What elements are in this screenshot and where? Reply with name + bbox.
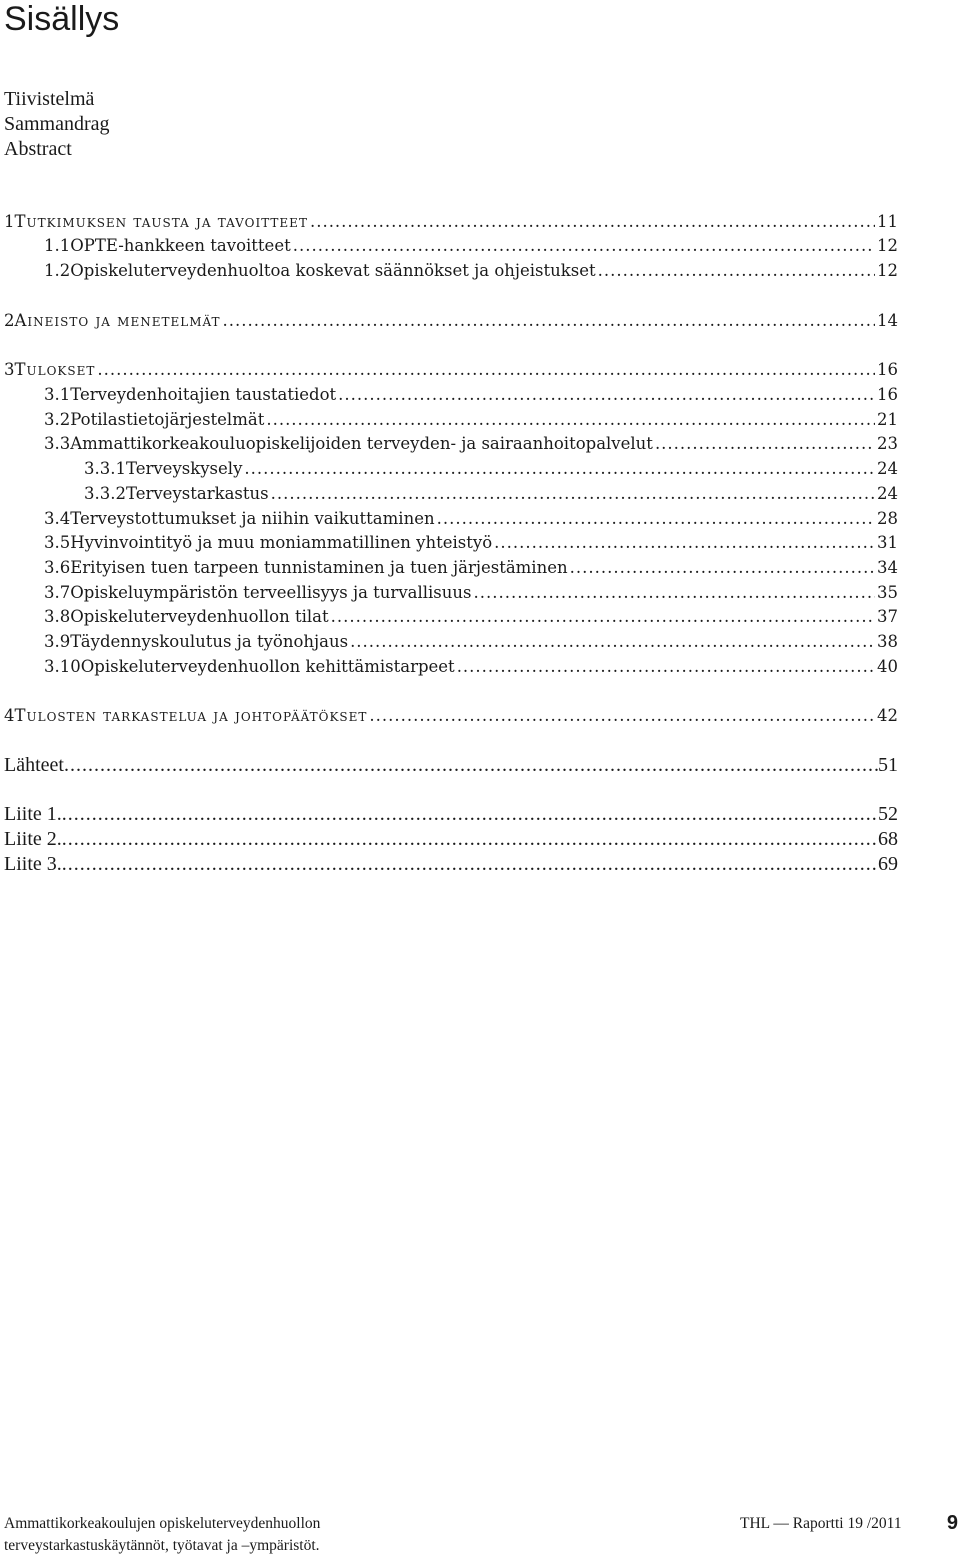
- toc-entry[interactable]: [44, 655, 898, 679]
- toc-entry-number: 3.3.1: [84, 459, 126, 478]
- dot-leader: [97, 358, 875, 382]
- toc-entry-label: Opiskeluterveydenhuollon kehittämistarpeet: [80, 657, 455, 676]
- toc-entry-label: Liite 1.: [4, 803, 62, 825]
- dot-leader: [223, 309, 875, 333]
- dot-leader: [494, 531, 875, 555]
- toc-entry-label: OPTE-hankkeen tavoitteet: [70, 236, 291, 255]
- front-matter-item[interactable]: Tiivistelmä: [4, 88, 95, 110]
- footer-line: terveystarkastuskäytännöt, työtavat ja –ympäristöt.: [4, 1537, 320, 1554]
- toc-entry-page: 35: [877, 583, 898, 602]
- dot-leader: [62, 802, 878, 826]
- toc-entry[interactable]: [4, 309, 898, 333]
- toc-entry-number: 3.3: [44, 434, 71, 453]
- dot-leader: [457, 655, 875, 679]
- toc-entry[interactable]: [44, 556, 898, 580]
- dot-leader: [62, 852, 878, 876]
- toc-entry[interactable]: [44, 630, 898, 654]
- toc-entry-appendix[interactable]: [4, 852, 898, 876]
- toc-entry-page: 31: [877, 533, 898, 552]
- dot-leader: [474, 581, 876, 605]
- dot-leader: [598, 259, 875, 283]
- dot-leader: [271, 482, 875, 506]
- toc-entry-label: Aineisto ja menetelmät: [14, 311, 221, 330]
- toc-entry-page: 42: [877, 706, 898, 725]
- toc-entry-references[interactable]: [4, 753, 898, 777]
- dot-leader: [338, 383, 875, 407]
- dot-leader: [331, 605, 875, 629]
- dot-leader: [369, 704, 875, 728]
- toc-entry-number: 2: [4, 311, 15, 330]
- toc-entry-page: 24: [877, 459, 898, 478]
- toc-entry-page: 28: [877, 509, 898, 528]
- toc-entry-page: 38: [877, 632, 898, 651]
- toc-entry-number: 3.2: [44, 410, 71, 429]
- toc-entry-label: Terveyskysely: [125, 459, 243, 478]
- toc-entry-page: 11: [877, 212, 898, 231]
- toc-entry[interactable]: [44, 234, 898, 258]
- toc-entry-label: Täydennyskoulutus ja työnohjaus: [70, 632, 349, 651]
- toc-entry[interactable]: [44, 581, 898, 605]
- toc-entry-number: 3: [4, 360, 15, 379]
- toc-entry-number: 3.7: [44, 583, 71, 602]
- toc-entry[interactable]: [4, 704, 898, 728]
- toc-entry-label: Liite 2.: [4, 828, 62, 850]
- toc-entry-number: 4: [4, 706, 15, 725]
- toc-entry-number: 3.9: [44, 632, 71, 651]
- toc-entry-page: 16: [877, 385, 898, 404]
- toc-entry-page: 14: [877, 311, 898, 330]
- toc-entry-page: 24: [877, 484, 898, 503]
- page-title: Sisällys: [4, 0, 120, 38]
- toc-entry-number: 3.8: [44, 607, 71, 626]
- toc-entry-label: Lähteet: [4, 754, 64, 776]
- toc-entry[interactable]: [4, 210, 898, 234]
- dot-leader: [310, 210, 875, 234]
- toc-entry[interactable]: [44, 507, 898, 531]
- toc-entry-label: Ammattikorkeakouluopiskelijoiden terveyden- ja sairaanhoitopalvelut: [70, 434, 653, 453]
- dot-leader: [293, 234, 875, 258]
- footer-publication-title: [4, 1513, 320, 1557]
- dot-leader: [62, 827, 878, 851]
- front-matter-list: [4, 87, 110, 162]
- dot-leader: [437, 507, 875, 531]
- toc-entry-page: 37: [877, 607, 898, 626]
- toc-entry-label: Tulosten tarkastelua ja johtopäätökset: [14, 706, 368, 725]
- toc-entry-number: 3.3.2: [84, 484, 126, 503]
- toc-entry[interactable]: [44, 605, 898, 629]
- dot-leader: [350, 630, 875, 654]
- toc-entry-number: 1: [4, 212, 15, 231]
- toc-entry-label: Hyvinvointityö ja muu moniammatillinen yhteistyö: [70, 533, 493, 552]
- toc-entry-page: 69: [878, 853, 898, 875]
- toc-entry-number: 3.10: [44, 657, 81, 676]
- dot-leader: [64, 753, 878, 777]
- toc-entry-page: 51: [878, 754, 898, 776]
- toc-entry-label: Terveystarkastus: [125, 484, 269, 503]
- toc-entry[interactable]: [84, 482, 898, 506]
- dot-leader: [266, 408, 875, 432]
- toc-entry-label: Terveystottumukset ja niihin vaikuttaminen: [70, 509, 435, 528]
- front-matter-item[interactable]: Sammandrag: [4, 113, 110, 135]
- toc-entry-appendix[interactable]: [4, 802, 898, 826]
- footer-report-id: THL — Raportti 19 /2011: [740, 1515, 902, 1532]
- toc-entry-number: 3.4: [44, 509, 71, 528]
- toc-entry-label: Potilastietojärjestelmät: [70, 410, 265, 429]
- dot-leader: [244, 457, 875, 481]
- dot-leader: [655, 432, 875, 456]
- toc-entry[interactable]: [44, 408, 898, 432]
- toc-entry-label: Opiskeluympäristön terveellisyys ja turvallisuus: [70, 583, 472, 602]
- toc-entry[interactable]: [44, 383, 898, 407]
- toc-entry-number: 1.1: [44, 236, 71, 255]
- toc-entry-page: 23: [877, 434, 898, 453]
- dot-leader: [570, 556, 875, 580]
- toc-entry-page: 40: [877, 657, 898, 676]
- toc-entry-number: 3.1: [44, 385, 71, 404]
- toc-entry-page: 52: [878, 803, 898, 825]
- toc-entry-page: 68: [878, 828, 898, 850]
- toc-entry-page: 34: [877, 558, 898, 577]
- toc-entry-page: 16: [877, 360, 898, 379]
- toc-entry-label: Erityisen tuen tarpeen tunnistaminen ja tuen järjestäminen: [70, 558, 568, 577]
- toc-entry-number: 3.5: [44, 533, 71, 552]
- toc-entry[interactable]: [44, 531, 898, 555]
- page-number: 9: [946, 1512, 958, 1534]
- toc-entry-label: Opiskeluterveydenhuoltoa koskevat säännökset ja ohjeistukset: [70, 261, 596, 280]
- toc-entry[interactable]: [84, 457, 898, 481]
- toc-entry[interactable]: [44, 432, 898, 456]
- toc-entry-page: 12: [877, 261, 898, 280]
- toc-entry-label: Liite 3.: [4, 853, 62, 875]
- toc-entry-label: Opiskeluterveydenhuollon tilat: [70, 607, 329, 626]
- footer-line: Ammattikorkeakoulujen opiskeluterveydenhuollon: [4, 1515, 321, 1532]
- front-matter-item[interactable]: Abstract: [4, 138, 72, 160]
- toc-entry[interactable]: [4, 358, 898, 382]
- toc-entry-label: Tutkimuksen tausta ja tavoitteet: [14, 212, 308, 231]
- toc-entry-number: 1.2: [44, 261, 71, 280]
- toc-entry-page: 21: [877, 410, 898, 429]
- toc-entry-label: Tulokset: [14, 360, 96, 379]
- toc-entry-number: 3.6: [44, 558, 71, 577]
- toc-entry[interactable]: [44, 259, 898, 283]
- toc-entry-page: 12: [877, 236, 898, 255]
- toc-entry-appendix[interactable]: [4, 827, 898, 851]
- toc-entry-label: Terveydenhoitajien taustatiedot: [70, 385, 337, 404]
